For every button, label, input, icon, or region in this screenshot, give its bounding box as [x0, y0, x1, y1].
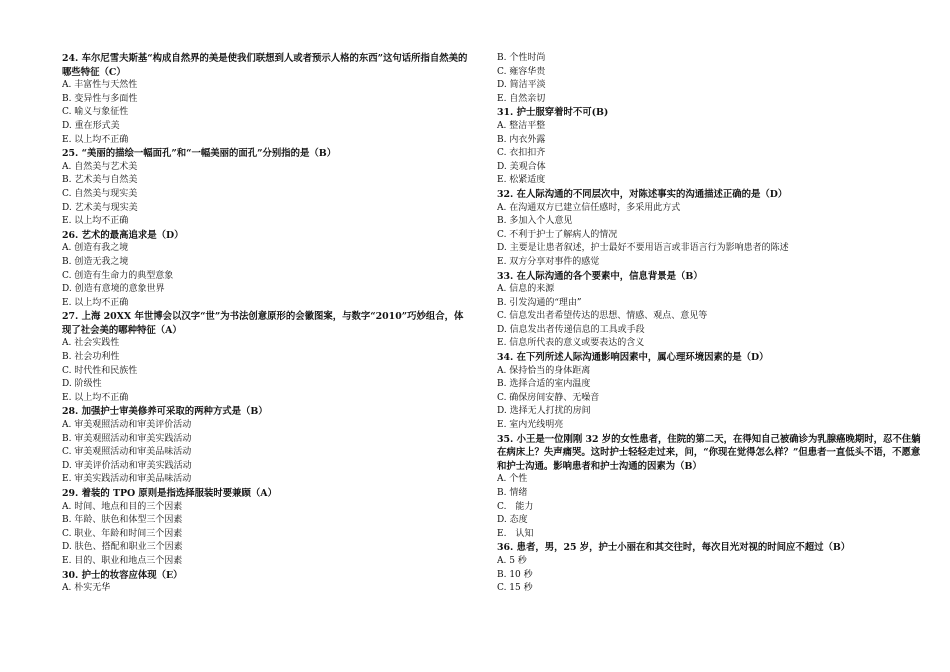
question-28	[62, 405, 472, 487]
option-d: D. 肤色、搭配和职业三个因素	[62, 542, 183, 553]
option-a: A. 整洁平整	[497, 120, 546, 131]
option-d: D. 重在形式美	[62, 120, 120, 131]
question-29	[62, 487, 472, 569]
option-a: A. 审美观照活动和审美评价活动	[62, 420, 192, 431]
option-d: D. 审美评价活动和审美实践活动	[62, 460, 192, 471]
option-e: E. 松紧适度	[497, 175, 546, 186]
option-b: B. 社会功利性	[62, 352, 120, 363]
option-b: B. 10 秒	[497, 569, 533, 580]
option-c: C. 能力	[497, 501, 534, 512]
option-d: D. 态度	[497, 515, 528, 526]
right-column	[497, 52, 922, 596]
option-list	[497, 52, 922, 106]
option-a: A. 创造有我之境	[62, 243, 129, 254]
option-list	[62, 161, 472, 229]
option-c: C. 15 秒	[497, 583, 533, 594]
option-list	[62, 582, 472, 596]
question-33	[497, 270, 922, 352]
option-b: B. 选择合适的室内温度	[497, 379, 591, 390]
option-d: D. 美观合体	[497, 161, 546, 172]
question-stem: 30. 护士的妆容应体现（E）	[62, 569, 183, 581]
option-list	[497, 202, 922, 270]
question-stem: 33. 在人际沟通的各个要素中，信息背景是（B）	[497, 270, 703, 282]
question-stem: 35. 小王是一位刚刚 32 岁的女性患者，住院的第二天，在得知自己被确诊为乳腺癌晚期时，忍不住躺在病床上？失声痛哭。这时护士轻轻走过来，问，“你现在觉得怎么样？”但患者一直低头不语，不愿意和护士沟通。影响患者和护士沟通的因素为（B）	[497, 433, 921, 472]
option-e: E. 自然亲切	[497, 93, 546, 104]
option-list	[62, 419, 472, 487]
question-34	[497, 351, 922, 433]
option-e: E. 室内光线明亮	[497, 420, 564, 431]
question-stem: 31. 护士服穿着时不可(B)	[497, 107, 609, 119]
option-list	[62, 501, 472, 569]
option-b: B. 多加入个人意见	[497, 216, 573, 227]
option-e: E. 以上均不正确	[62, 216, 129, 227]
option-d: D. 选择无人打扰的房间	[497, 406, 591, 417]
question-35	[497, 433, 922, 542]
question-25	[62, 147, 472, 229]
question-30	[62, 569, 472, 596]
option-c: C. 衣扣扣齐	[497, 148, 546, 159]
option-b: B. 年龄、肤色和体型三个因素	[62, 515, 183, 526]
question-stem: 34. 在下列所述人际沟通影响因素中，属心理环境因素的是（D）	[497, 352, 769, 364]
option-b: B. 引发沟通的“理由”	[497, 297, 582, 308]
option-list	[497, 283, 922, 351]
option-d: D. 艺术美与现实美	[62, 202, 138, 213]
question-stem: 36. 患者，男，25 岁，护士小丽在和其交往时，每次目光对视的时间应不超过（B）	[497, 542, 851, 554]
question-stem: 26. 艺术的最高追求是（D）	[62, 229, 184, 241]
option-b: B. 变异性与多面性	[62, 93, 138, 104]
option-list	[62, 79, 472, 147]
left-column	[62, 52, 472, 596]
option-e: E. 以上均不正确	[62, 134, 129, 145]
question-stem: 27. 上海 20XX 年世博会以汉字“世”为书法创意原形的会徽图案，与数字“2010”巧妙组合，体现了社会美的哪种特征（A）	[62, 311, 464, 336]
option-a: A. 5 秒	[497, 555, 527, 566]
option-a: A. 个性	[497, 474, 528, 485]
option-c: C. 时代性和民族性	[62, 365, 138, 376]
option-b: B. 审美观照活动和审美实践活动	[62, 433, 192, 444]
option-e: E. 以上均不正确	[62, 392, 129, 403]
option-b: B. 个性时尚	[497, 53, 546, 63]
question-31	[497, 106, 922, 188]
option-b: B. 艺术美与自然美	[62, 175, 138, 186]
option-list	[62, 337, 472, 405]
question-30-continued	[497, 52, 922, 106]
option-d: D. 简洁平淡	[497, 80, 546, 91]
question-27	[62, 310, 472, 405]
option-a: A. 朴实无华	[62, 583, 111, 594]
option-a: A. 信息的来源	[497, 284, 555, 295]
option-e: E. 以上均不正确	[62, 297, 129, 308]
question-stem: 29. 着装的 TPO 原则是指选择服装时要兼顾（A）	[62, 488, 277, 499]
option-b: B. 内衣外露	[497, 134, 546, 145]
question-stem: 24. 车尔尼雪夫斯基“构成自然界的美是使我们联想到人或者预示人格的东西”这句话所指自然美的哪些特征（C）	[62, 53, 468, 78]
question-stem: 32. 在人际沟通的不同层次中，对陈述事实的沟通描述正确的是（D）	[497, 188, 788, 200]
option-c: C. 职业、年龄和时间三个因素	[62, 528, 183, 539]
option-a: A. 丰富性与天然性	[62, 80, 138, 91]
option-list	[497, 120, 922, 188]
option-list	[497, 365, 922, 433]
question-24	[62, 52, 472, 147]
option-c: C. 自然美与现实美	[62, 188, 138, 199]
option-a: A. 保持恰当的身体距离	[497, 365, 591, 376]
option-d: D. 创造有意境的意象世界	[62, 284, 165, 295]
option-e: E. 认知	[497, 528, 534, 539]
question-stem: 25. “美丽的描绘一幅面孔”和“一幅美丽的面孔”分别指的是（B）	[62, 148, 337, 160]
option-a: A. 时间、地点和目的三个因素	[62, 501, 183, 512]
option-c: C. 确保房间安静、无噪音	[497, 392, 600, 403]
question-36	[497, 541, 922, 595]
option-c: C. 雍容华贵	[497, 66, 546, 77]
option-a: A. 在沟通双方已建立信任感时，多采用此方式	[497, 202, 681, 213]
option-list	[497, 473, 922, 541]
option-c: C. 不利于护士了解病人的情况	[497, 229, 618, 240]
option-c: C. 信息发出者希望传达的思想、情感、观点、意见等	[497, 311, 708, 322]
question-stem: 28. 加强护士审美修养可采取的两种方式是（B）	[62, 406, 268, 418]
option-list	[62, 242, 472, 310]
option-a: A. 自然美与艺术美	[62, 161, 138, 172]
option-d: D. 主要是让患者叙述，护士最好不要用语言或非语言行为影响患者的陈述	[497, 243, 789, 254]
option-b: B. 创造无我之境	[62, 256, 129, 267]
option-c: C. 创造有生命力的典型意象	[62, 270, 174, 281]
option-e: E. 审美实践活动和审美品味活动	[62, 474, 192, 485]
option-e: E. 目的、职业和地点三个因素	[62, 555, 183, 566]
option-a: A. 社会实践性	[62, 338, 120, 349]
option-e: E. 双方分享对事件的感觉	[497, 256, 600, 267]
option-c: C. 喻义与象征性	[62, 107, 129, 118]
question-26	[62, 229, 472, 311]
question-32	[497, 188, 922, 270]
option-d: D. 阶级性	[62, 379, 102, 390]
option-b: B. 情绪	[497, 488, 528, 498]
option-list	[497, 555, 922, 596]
option-c: C. 审美观照活动和审美品味活动	[62, 447, 192, 458]
option-e: E. 信息所代表的意义或要表达的含义	[497, 338, 645, 349]
option-d: D. 信息发出者传递信息的工具或手段	[497, 324, 645, 335]
